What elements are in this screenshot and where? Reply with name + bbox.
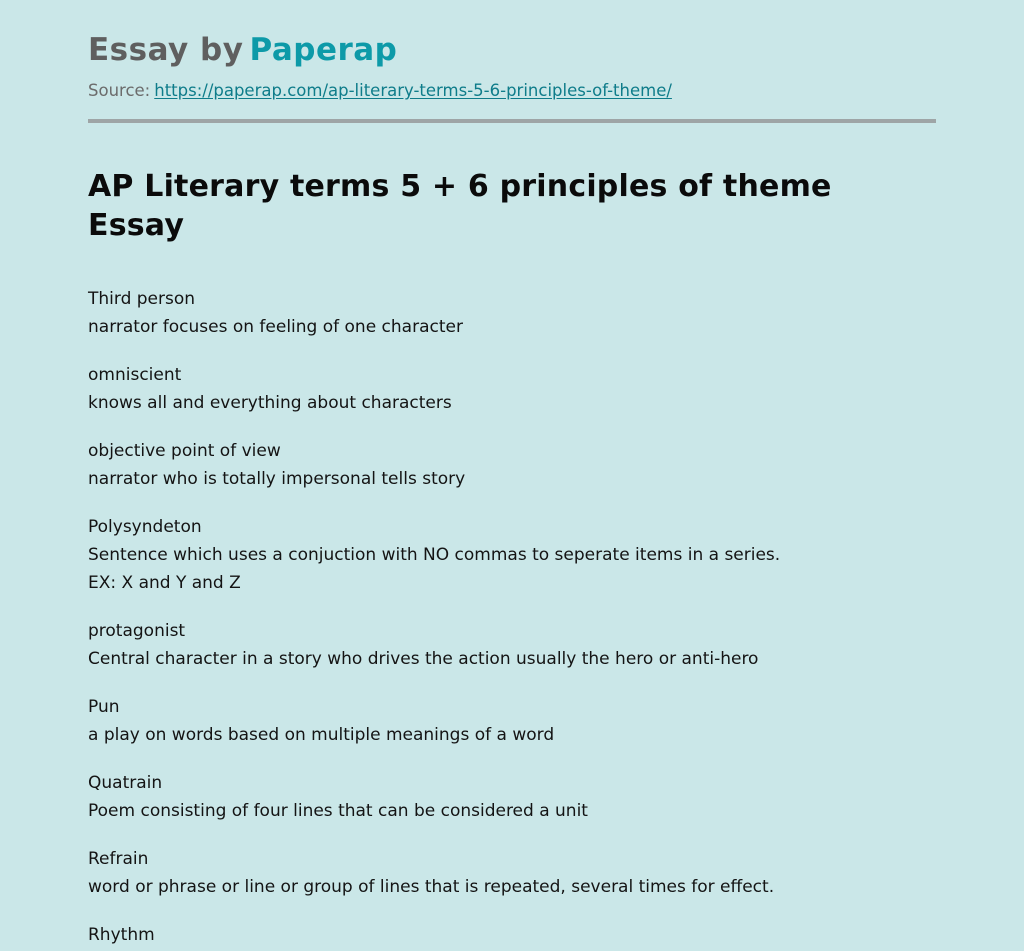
term-definition-line: Sentence which uses a conjuction with NO commas to seperate items in a series. (88, 545, 781, 565)
term-entry (88, 617, 936, 673)
essay-body (88, 285, 936, 949)
header-divider (88, 119, 936, 123)
brand-name-text: Paperap (249, 32, 398, 68)
term-label: Refrain (88, 849, 149, 869)
term-definition-line: knows all and everything about characters (88, 393, 452, 413)
term-definition-line: a play on words based on multiple meanings of a word (88, 725, 555, 745)
term-label: objective point of view (88, 441, 281, 461)
page-title: AP Literary terms 5 + 6 principles of theme Essay (88, 169, 832, 243)
term-definition-line: word or phrase or line or group of lines that is repeated, several times for effect. (88, 877, 775, 897)
term-definition-line: narrator who is totally impersonal tells story (88, 469, 466, 489)
source-label: Source: (88, 81, 151, 100)
term-label: Pun (88, 697, 120, 717)
term-definition-line: EX: X and Y and Z (88, 573, 241, 593)
term-label: Third person (88, 289, 196, 309)
term-entry (88, 437, 936, 493)
source-line (88, 80, 936, 102)
source-url-link[interactable]: https://paperap.com/ap-literary-terms-5-6-principles-of-theme/ (154, 81, 672, 100)
term-definition-line: Central character in a story who drives the action usually the hero or anti-hero (88, 649, 759, 669)
brand-prefix-text: Essay by (88, 32, 244, 68)
term-entry (88, 845, 936, 901)
term-entry (88, 361, 936, 417)
term-label: Quatrain (88, 773, 163, 793)
term-label: Polysyndeton (88, 517, 202, 537)
term-entry (88, 513, 936, 597)
term-definition-line: narrator focuses on feeling of one character (88, 317, 463, 337)
term-entry (88, 769, 936, 825)
term-label: omniscient (88, 365, 182, 385)
term-entry (88, 693, 936, 749)
term-label: Rhythm (88, 925, 155, 945)
term-label: protagonist (88, 621, 186, 641)
brand-header (88, 0, 936, 72)
term-entry (88, 285, 936, 341)
term-definition-line: Poem consisting of four lines that can be considered a unit (88, 801, 588, 821)
term-entry (88, 921, 936, 949)
